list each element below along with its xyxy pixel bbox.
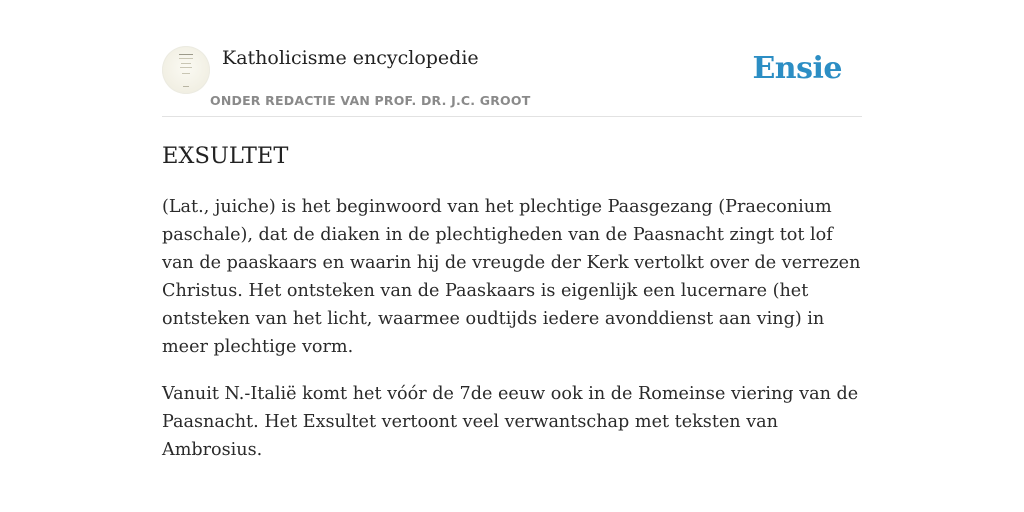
cover-line <box>180 67 192 68</box>
cover-line <box>182 73 190 74</box>
cover-line <box>183 86 189 87</box>
ensie-logo-link[interactable]: Ensie <box>752 51 842 86</box>
encyclopedia-title[interactable]: Katholicisme encyclopedie <box>222 47 479 69</box>
cover-line <box>179 54 193 55</box>
encyclopedia-header <box>162 0 862 117</box>
cover-line <box>181 63 191 64</box>
cover-line <box>179 58 193 59</box>
page-container <box>162 0 862 464</box>
editor-subtitle: ONDER REDACTIE VAN PROF. DR. J.C. GROOT <box>210 93 531 108</box>
article-paragraph: (Lat., juiche) is het beginwoord van het plechtige Paasgezang (Praeconium paschale), dat de diaken in de plechtigheden van de Paasnacht zingt tot lof van de paaskaars en waarin hij de vreugde der Kerk vertolkt over de verrezen Christus. Het ontsteken van de Paaskaars is eigenlijk een lucernare (het ontsteken van het licht, waarmee oudtijds iedere avonddienst aan ving) in meer plechtige vorm. <box>162 197 861 357</box>
book-cover-thumbnail[interactable] <box>162 46 210 94</box>
article-title: EXSULTET <box>162 143 289 169</box>
article-paragraph: Vanuit N.-Italië komt het vóór de 7de eeuw ook in de Romeinse viering van de Paasnacht. Het Exsultet vertoont veel verwantschap met teksten van Ambrosius. <box>162 384 859 460</box>
